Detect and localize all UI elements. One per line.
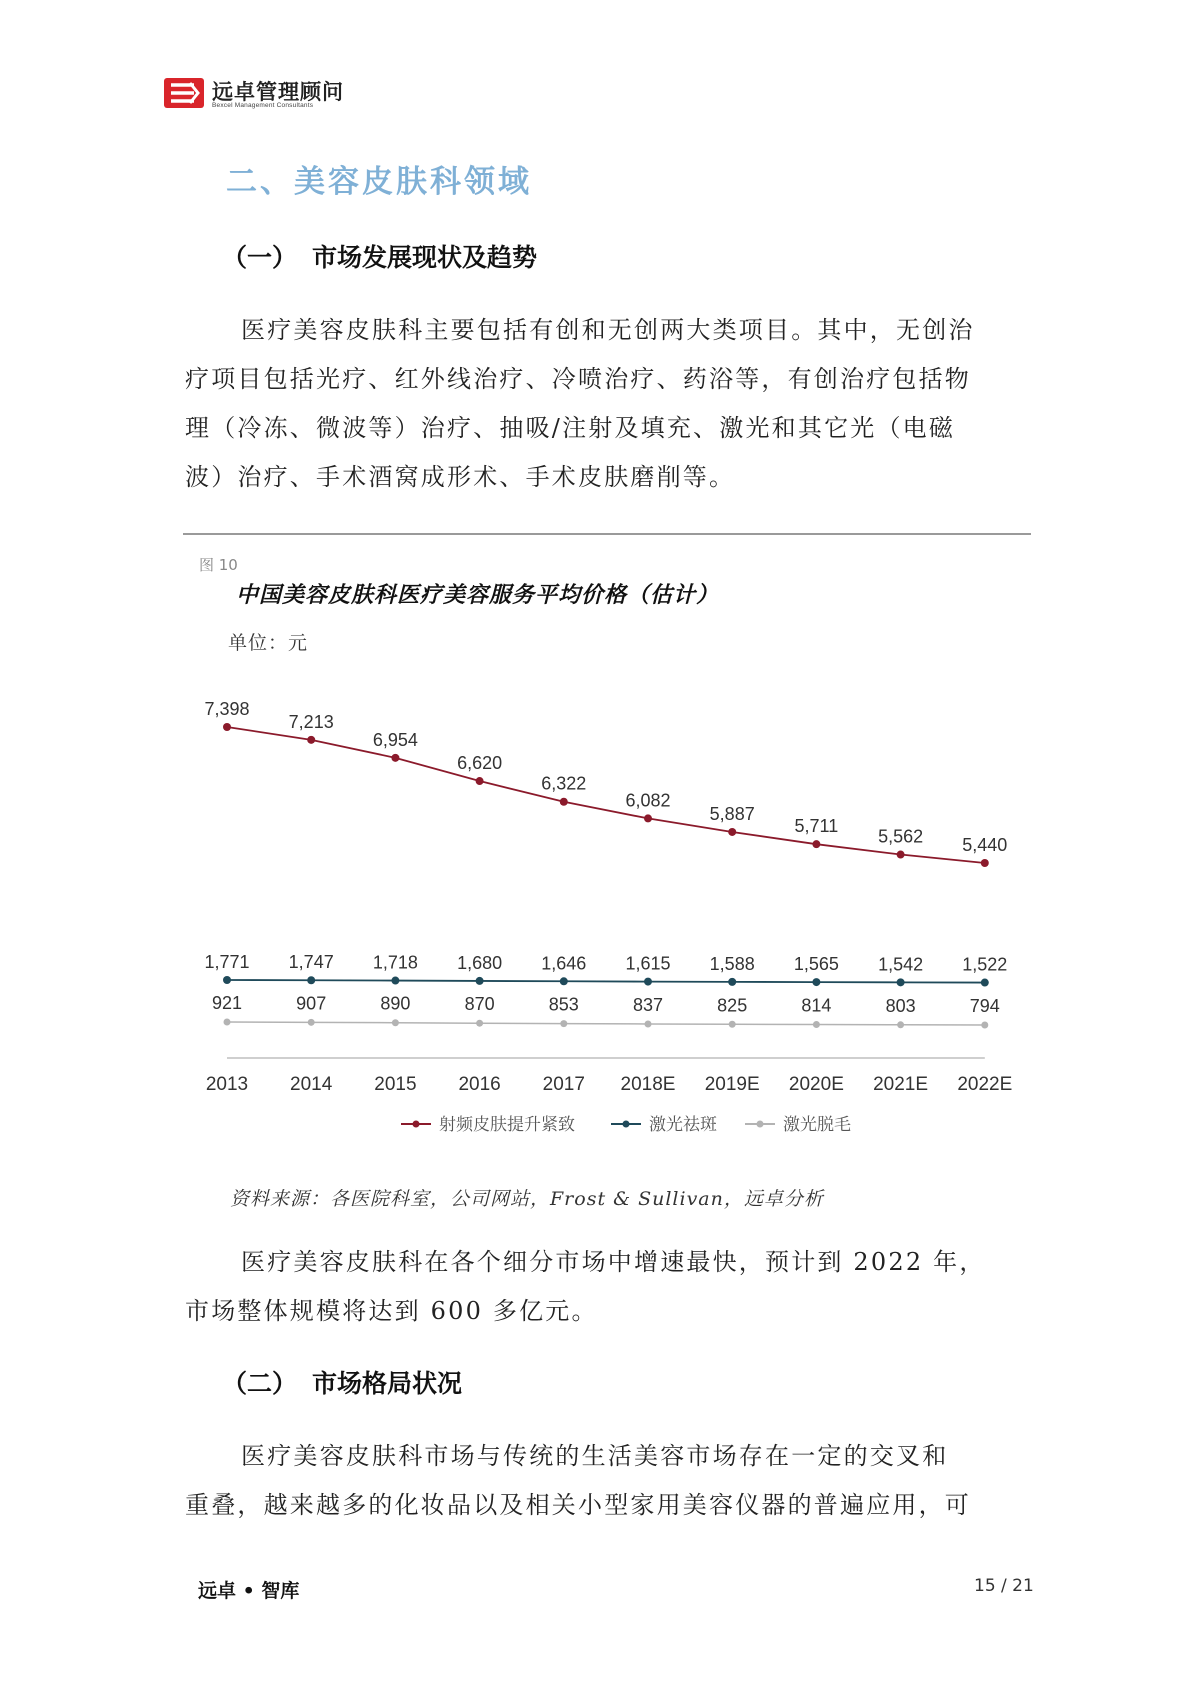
logo-subtitle: Bexcel Management Consultants — [212, 102, 314, 109]
data-point — [729, 1021, 736, 1028]
paragraph-line: 医疗美容皮肤科主要包括有创和无创两大类项目。其中，无创治 — [241, 316, 975, 344]
paragraph-line: 疗项目包括光疗、红外线治疗、冷喷治疗、药浴等，有创治疗包括物 — [185, 365, 971, 393]
data-label: 5,440 — [962, 835, 1008, 855]
paragraph-3 — [185, 1432, 1031, 1530]
data-point — [897, 978, 905, 986]
data-point — [560, 977, 568, 985]
data-point — [560, 798, 568, 806]
data-point — [981, 979, 989, 987]
data-label: 803 — [885, 995, 916, 1016]
subsection-1-title: 市场发展现状及趋势 — [312, 243, 538, 272]
section-title: 二、美容皮肤科领域 — [226, 164, 532, 200]
data-label: 6,620 — [457, 753, 503, 774]
data-label: 814 — [801, 995, 832, 1016]
data-point — [644, 814, 652, 822]
paragraph-line: 市场整体规模将达到 600 多亿元。 — [185, 1297, 598, 1325]
x-tick-label: 2018E — [620, 1074, 676, 1095]
figure-unit: 单位：元 — [228, 632, 309, 654]
x-tick-label: 2014 — [290, 1074, 333, 1095]
data-label: 7,398 — [204, 699, 250, 719]
subsection-2-number: （二） — [222, 1369, 298, 1398]
x-tick-label: 2020E — [788, 1074, 844, 1095]
series-line — [227, 727, 985, 863]
chart-legend — [401, 1115, 851, 1135]
x-tick-label: 2015 — [374, 1074, 417, 1095]
paragraph-line: 重叠，越来越多的化妆品以及相关小型家用美容仪器的普遍应用，可 — [185, 1491, 971, 1519]
data-point — [476, 977, 484, 985]
data-label: 921 — [211, 993, 243, 1013]
data-point — [308, 1019, 315, 1026]
data-point — [812, 978, 820, 986]
footer-brand: 远卓 • 智库 — [198, 1580, 300, 1602]
data-point — [307, 736, 315, 744]
data-label: 1,615 — [625, 953, 671, 974]
chart-series-lines — [227, 727, 985, 1025]
data-point — [223, 976, 231, 984]
data-label: 1,747 — [288, 952, 334, 973]
data-label: 870 — [464, 994, 495, 1015]
series-line — [227, 1022, 985, 1025]
data-label: 1,565 — [793, 954, 839, 975]
data-label: 6,082 — [625, 790, 671, 811]
paragraph-line: 波）治疗、手术酒窝成形术、手术皮肤磨削等。 — [185, 463, 736, 491]
legend-swatch-dot — [623, 1121, 630, 1128]
page-number: 15 / 21 — [974, 1576, 1034, 1596]
paragraph-line: 医疗美容皮肤科市场与传统的生活美容市场存在一定的交叉和 — [241, 1442, 949, 1470]
logo-title: 远卓管理顾问 — [212, 79, 344, 104]
data-point — [813, 1021, 820, 1028]
legend-swatch-dot — [757, 1121, 764, 1128]
legend-item — [401, 1115, 575, 1135]
data-point — [224, 1019, 231, 1026]
x-tick-label: 2022E — [957, 1074, 1013, 1095]
paragraph-2 — [185, 1238, 1031, 1336]
line-chart — [183, 680, 1031, 1150]
paragraph-line: 理（冷冻、微波等）治疗、抽吸/注射及填充、激光和其它光（电磁 — [185, 414, 956, 442]
data-label: 5,562 — [878, 826, 924, 847]
data-point — [812, 840, 820, 848]
data-label: 1,542 — [878, 954, 924, 975]
data-label: 1,718 — [372, 952, 418, 973]
legend-item — [611, 1115, 717, 1135]
legend-swatch-dot — [413, 1121, 420, 1128]
data-point — [391, 754, 399, 762]
x-tick-label: 2013 — [205, 1074, 249, 1095]
logo-mark — [164, 76, 208, 110]
x-tick-label: 2019E — [704, 1074, 760, 1095]
figure-top-rule — [183, 533, 1031, 535]
subsection-2-title: 市场格局状况 — [312, 1369, 463, 1398]
data-point — [560, 1020, 567, 1027]
paragraph-1 — [185, 306, 1031, 502]
figure-number: 图 10 — [199, 556, 238, 574]
data-label: 837 — [632, 994, 664, 1015]
data-point — [391, 977, 399, 985]
subsection-2-heading — [222, 1364, 462, 1400]
data-label: 1,522 — [962, 954, 1008, 975]
data-point — [897, 851, 905, 859]
legend-item — [745, 1115, 851, 1135]
legend-label: 激光脱毛 — [783, 1115, 851, 1135]
data-label: 5,711 — [794, 816, 839, 837]
chart-data-labels — [204, 699, 1007, 1016]
x-axis-tick-labels — [206, 1074, 1012, 1095]
data-label: 1,588 — [709, 953, 755, 974]
x-tick-label: 2017 — [542, 1074, 585, 1095]
x-tick-label: 2016 — [458, 1074, 501, 1095]
data-point — [644, 978, 652, 986]
data-point — [392, 1019, 399, 1026]
legend-label: 射频皮肤提升紧致 — [439, 1115, 575, 1135]
data-point — [476, 1020, 483, 1027]
data-label: 6,954 — [372, 729, 418, 750]
data-label: 6,322 — [541, 773, 587, 794]
data-label: 890 — [380, 993, 411, 1014]
data-point — [645, 1020, 652, 1027]
data-point — [981, 859, 989, 867]
paragraph-line: 医疗美容皮肤科在各个细分市场中增速最快，预计到 2022 年， — [241, 1248, 986, 1276]
data-point — [223, 723, 231, 731]
data-point — [476, 777, 484, 785]
data-label: 1,680 — [457, 952, 503, 973]
subsection-1-heading — [222, 238, 537, 274]
series-line — [227, 980, 985, 983]
figure-title: 中国美容皮肤科医疗美容服务平均价格（估计） — [236, 582, 720, 608]
data-label: 1,646 — [541, 953, 587, 974]
data-label: 7,213 — [288, 711, 334, 732]
data-label: 1,771 — [204, 952, 250, 972]
legend-label: 激光祛斑 — [649, 1115, 717, 1135]
data-point — [728, 828, 736, 836]
data-label: 794 — [969, 996, 1000, 1016]
data-point — [897, 1021, 904, 1028]
data-label: 907 — [296, 993, 327, 1014]
data-point — [981, 1022, 988, 1029]
data-point — [728, 978, 736, 986]
figure-source: 资料来源：各医院科室，公司网站，Frost & Sullivan，远卓分析 — [230, 1188, 824, 1210]
x-tick-label: 2021E — [873, 1074, 929, 1095]
data-label: 853 — [548, 994, 579, 1015]
data-label: 825 — [717, 995, 748, 1016]
subsection-1-number: （一） — [222, 243, 298, 272]
data-point — [307, 976, 315, 984]
data-label: 5,887 — [709, 803, 755, 824]
